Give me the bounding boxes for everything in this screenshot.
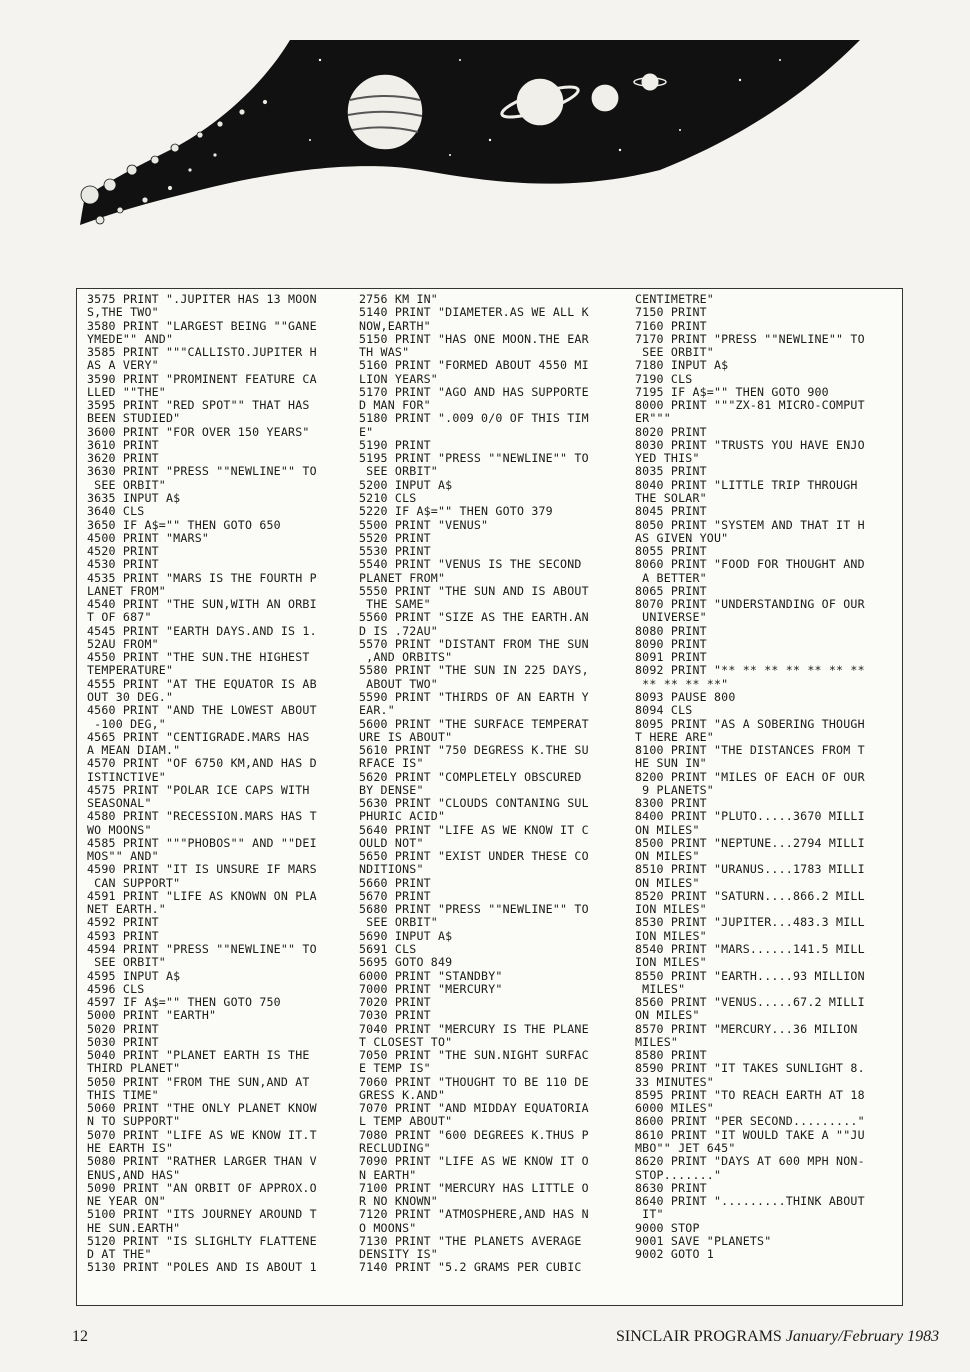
code-line: 8090 PRINT (635, 636, 707, 651)
code-line: 5000 PRINT "EARTH" (87, 1008, 217, 1023)
code-line: 5691 CLS (359, 942, 417, 957)
code-line: NET EARTH." (87, 902, 166, 917)
code-line: 3585 PRINT """CALLISTO.JUPITER H (87, 345, 317, 360)
code-line: N TO SUPPORT" (87, 1114, 181, 1129)
code-line: 3650 IF A$="" THEN GOTO 650 (87, 517, 281, 532)
code-line: 5140 PRINT "DIAMETER.AS WE ALL K (359, 305, 589, 320)
code-line: PLANET FROM" (359, 570, 446, 585)
code-line: 5150 PRINT "HAS ONE MOON.THE EAR (359, 331, 589, 346)
code-line: 8065 PRINT (635, 583, 707, 598)
footer-title (616, 1328, 939, 1346)
code-line: 8100 PRINT "THE DISTANCES FROM T (635, 743, 865, 758)
code-line: SEE ORBIT" (359, 915, 438, 930)
listing-column-1 (87, 293, 317, 1275)
code-line: 7080 PRINT "600 DEGREES K.THUS P (359, 1127, 589, 1142)
code-line: 5540 PRINT "VENUS IS THE SECOND (359, 557, 582, 572)
code-line: 4592 PRINT (87, 915, 159, 930)
code-line: 9001 SAVE "PLANETS" (635, 1233, 772, 1248)
code-line: STOP......." (635, 1167, 722, 1182)
code-line: 6000 MILES" (635, 1101, 714, 1116)
code-line: 4594 PRINT "PRESS ""NEWLINE"" TO (87, 942, 317, 957)
code-line: 8300 PRINT (635, 796, 707, 811)
code-line: -100 DEG," (87, 716, 166, 731)
code-line: A MEAN DIAM." (87, 743, 181, 758)
code-line: NDITIONS" (359, 862, 424, 877)
code-line: 7130 PRINT "THE PLANETS AVERAGE (359, 1233, 582, 1248)
code-line: 5030 PRINT (87, 1034, 159, 1049)
code-line: 4530 PRINT (87, 557, 159, 572)
code-line: ON MILES" (635, 875, 700, 890)
code-line: URE IS ABOUT" (359, 729, 453, 744)
code-line: 52AU FROM" (87, 636, 159, 651)
code-line: 8094 CLS (635, 703, 693, 718)
code-line: 3595 PRINT "RED SPOT"" THAT HAS (87, 398, 310, 413)
code-line: 5200 INPUT A$ (359, 477, 453, 492)
code-line: E TEMP IS" (359, 1061, 431, 1076)
code-line: AS GIVEN YOU" (635, 530, 729, 545)
code-line: 3575 PRINT ".JUPITER HAS 13 MOON (87, 292, 317, 306)
code-line: 5090 PRINT "AN ORBIT OF APPROX.O (87, 1180, 317, 1195)
code-line: SEE ORBIT" (359, 464, 438, 479)
code-line: 5560 PRINT "SIZE AS THE EARTH.AN (359, 610, 589, 625)
code-line: 7140 PRINT "5.2 GRAMS PER CUBIC (359, 1260, 582, 1275)
code-line: ENUS,AND HAS" (87, 1167, 181, 1182)
code-line: 8060 PRINT "FOOD FOR THOUGHT AND (635, 557, 865, 572)
code-line: ISTINCTIVE" (87, 769, 166, 784)
code-line: 7120 PRINT "ATMOSPHERE,AND HAS N (359, 1207, 589, 1222)
code-line: THE SOLAR" (635, 490, 707, 505)
code-line: 8055 PRINT (635, 544, 707, 559)
code-line: 7100 PRINT "MERCURY HAS LITTLE O (359, 1180, 589, 1195)
code-line: 5520 PRINT (359, 530, 431, 545)
code-line: YED THIS" (635, 451, 700, 466)
code-line: S,THE TWO" (87, 305, 159, 320)
code-line: AS A VERY" (87, 358, 159, 373)
code-line: O MOONS" (359, 1220, 417, 1235)
code-line: ION MILES" (635, 955, 707, 970)
code-line: 6000 PRINT "STANDBY" (359, 968, 503, 983)
code-line: 4545 PRINT "EARTH DAYS.AND IS 1. (87, 623, 317, 638)
code-line: D IS .72AU" (359, 623, 438, 638)
program-listing (76, 288, 903, 1306)
code-line: 8095 PRINT "AS A SOBERING THOUGH (635, 716, 865, 731)
code-line: 7040 PRINT "MERCURY IS THE PLANE (359, 1021, 589, 1036)
code-line: 3635 INPUT A$ (87, 490, 181, 505)
code-line: 5080 PRINT "RATHER LARGER THAN V (87, 1154, 317, 1169)
code-line: L TEMP ABOUT" (359, 1114, 453, 1129)
code-line: 9002 GOTO 1 (635, 1247, 714, 1262)
code-line: 8640 PRINT ".........THINK ABOUT (635, 1194, 865, 1209)
code-line: 8590 PRINT "IT TAKES SUNLIGHT 8. (635, 1061, 865, 1076)
code-line: T OF 687" (87, 610, 152, 625)
space-illustration (60, 20, 890, 270)
code-line: E" (359, 424, 374, 439)
code-line: ON MILES" (635, 822, 700, 837)
code-line: SEE ORBIT" (635, 345, 714, 360)
code-line: 8040 PRINT "LITTLE TRIP THROUGH (635, 477, 858, 492)
code-line: 8610 PRINT "IT WOULD TAKE A ""JU (635, 1127, 865, 1142)
code-line: 8400 PRINT "PLUTO.....3670 MILLI (635, 809, 865, 824)
code-line: 5660 PRINT (359, 875, 431, 890)
code-line: MOS"" AND" (87, 849, 159, 864)
code-line: 5640 PRINT "LIFE AS WE KNOW IT C (359, 822, 589, 837)
code-line: 4590 PRINT "IT IS UNSURE IF MARS (87, 862, 317, 877)
code-line: 8580 PRINT (635, 1048, 707, 1063)
code-line: YMEDE"" AND" (87, 331, 174, 346)
code-line: THIRD PLANET" (87, 1061, 181, 1076)
code-line: SEE ORBIT" (87, 955, 166, 970)
code-line: 7070 PRINT "AND MIDDAY EQUATORIA (359, 1101, 589, 1116)
code-line: 5550 PRINT "THE SUN AND IS ABOUT (359, 583, 589, 598)
code-line: HE SUN.EARTH" (87, 1220, 181, 1235)
code-line: DENSITY IS" (359, 1247, 438, 1262)
code-line: 8600 PRINT "PER SECOND........." (635, 1114, 865, 1129)
code-line: R NO KNOWN" (359, 1194, 438, 1209)
code-line: 4585 PRINT """PHOBOS"" AND ""DEI (87, 835, 317, 850)
code-line: 8540 PRINT "MARS......141.5 MILL (635, 942, 865, 957)
code-line: MILES" (635, 981, 686, 996)
code-line: MBO"" JET 645" (635, 1141, 736, 1155)
code-line: 3580 PRINT "LARGEST BEING ""GANE (87, 318, 317, 333)
code-line: 3630 PRINT "PRESS ""NEWLINE"" TO (87, 464, 317, 479)
code-line: WO MOONS" (87, 822, 152, 837)
code-line: 8070 PRINT "UNDERSTANDING OF OUR (635, 597, 865, 612)
code-line: CENTIMETRE" (635, 292, 714, 306)
code-line: 4555 PRINT "AT THE EQUATOR IS AB (87, 676, 317, 691)
code-line: 4560 PRINT "AND THE LOWEST ABOUT (87, 703, 317, 718)
code-line: RECLUDING" (359, 1141, 431, 1155)
issue-date: January/February 1983 (785, 1328, 940, 1345)
code-line: 3600 PRINT "FOR OVER 150 YEARS" (87, 424, 310, 439)
code-line: 5020 PRINT (87, 1021, 159, 1036)
code-line: 8560 PRINT "VENUS.....67.2 MILLI (635, 995, 865, 1010)
code-line: NOW,EARTH" (359, 318, 431, 333)
code-line: NE YEAR ON" (87, 1194, 166, 1209)
code-line: 8000 PRINT """ZX-81 MICRO-COMPUT (635, 398, 865, 413)
code-line: GRESS K.AND" (359, 1087, 446, 1102)
code-line: 7170 PRINT "PRESS ""NEWLINE"" TO (635, 331, 865, 346)
code-line: 8091 PRINT (635, 650, 707, 665)
listing-column-3 (635, 293, 865, 1261)
code-line: BY DENSE" (359, 782, 424, 797)
code-line: 5500 PRINT "VENUS" (359, 517, 489, 532)
code-line: 3620 PRINT (87, 451, 159, 466)
code-line: 5170 PRINT "AGO AND HAS SUPPORTE (359, 384, 589, 399)
code-line: T CLOSEST TO" (359, 1034, 453, 1049)
code-line: D MAN FOR" (359, 398, 431, 413)
code-line: 5650 PRINT "EXIST UNDER THESE CO (359, 849, 589, 864)
code-line: 8570 PRINT "MERCURY...36 MILION (635, 1021, 858, 1036)
code-line: 4550 PRINT "THE SUN.THE HIGHEST (87, 650, 310, 665)
code-line: 8093 PAUSE 800 (635, 689, 736, 704)
code-line: ON MILES" (635, 849, 700, 864)
code-line: 4565 PRINT "CENTIGRADE.MARS HAS (87, 729, 310, 744)
code-line: 7090 PRINT "LIFE AS WE KNOW IT O (359, 1154, 589, 1169)
code-line: 3640 CLS (87, 504, 145, 519)
code-line: 5590 PRINT "THIRDS OF AN EARTH Y (359, 689, 589, 704)
code-line: 5610 PRINT "750 DEGRESS K.THE SU (359, 743, 589, 758)
code-line: 5060 PRINT "THE ONLY PLANET KNOW (87, 1101, 317, 1116)
code-line: TEMPERATURE" (87, 663, 174, 678)
code-line: 8630 PRINT (635, 1180, 707, 1195)
code-line: 7020 PRINT (359, 995, 431, 1010)
code-line: 4535 PRINT "MARS IS THE FOURTH P (87, 570, 317, 585)
code-line: HE SUN IN" (635, 756, 707, 771)
code-line: 9000 STOP (635, 1220, 700, 1235)
code-line: ,AND ORBITS" (359, 650, 453, 665)
code-line: ION MILES" (635, 928, 707, 943)
code-line: CAN SUPPORT" (87, 875, 181, 890)
code-line: 5580 PRINT "THE SUN IN 225 DAYS, (359, 663, 589, 678)
code-line: 7030 PRINT (359, 1008, 431, 1023)
code-line: 7150 PRINT (635, 305, 707, 320)
code-line: 8520 PRINT "SATURN....866.2 MILL (635, 888, 865, 903)
code-line: 4500 PRINT "MARS" (87, 530, 210, 545)
code-line: 5600 PRINT "THE SURFACE TEMPERAT (359, 716, 589, 731)
code-line: N EARTH" (359, 1167, 417, 1182)
code-line: OULD NOT" (359, 835, 424, 850)
code-line: 5100 PRINT "ITS JOURNEY AROUND T (87, 1207, 317, 1222)
page-number: 12 (72, 1328, 88, 1345)
code-line: 5530 PRINT (359, 544, 431, 559)
code-line: 5160 PRINT "FORMED ABOUT 4550 MI (359, 358, 589, 373)
code-line: RFACE IS" (359, 756, 424, 771)
code-line: 8035 PRINT (635, 464, 707, 479)
code-line: MILES" (635, 1034, 679, 1049)
code-line: 7000 PRINT "MERCURY" (359, 981, 503, 996)
code-line: 8030 PRINT "TRUSTS YOU HAVE ENJO (635, 437, 865, 452)
code-line: 5180 PRINT ".009 0/0 OF THIS TIM (359, 411, 589, 426)
code-line: 5130 PRINT "POLES AND IS ABOUT 1 (87, 1260, 317, 1275)
code-line: HE EARTH IS" (87, 1141, 174, 1155)
code-line: SEASONAL" (87, 796, 152, 811)
code-line: 5050 PRINT "FROM THE SUN,AND AT (87, 1074, 310, 1089)
code-line: 8045 PRINT (635, 504, 707, 519)
code-line: PHURIC ACID" (359, 809, 446, 824)
code-line: D AT THE" (87, 1247, 152, 1262)
code-line: 5070 PRINT "LIFE AS WE KNOW IT.T (87, 1127, 317, 1142)
code-line: 7160 PRINT (635, 318, 707, 333)
code-line: ION MILES" (635, 902, 707, 917)
code-line: 4591 PRINT "LIFE AS KNOWN ON PLA (87, 888, 317, 903)
code-line: 4597 IF A$="" THEN GOTO 750 (87, 995, 281, 1010)
code-line: IT" (635, 1207, 664, 1222)
code-line: 5210 CLS (359, 490, 417, 505)
code-line: 5670 PRINT (359, 888, 431, 903)
code-line: 5695 GOTO 849 (359, 955, 453, 970)
code-line: 4575 PRINT "POLAR ICE CAPS WITH (87, 782, 310, 797)
code-line: 8620 PRINT "DAYS AT 600 MPH NON- (635, 1154, 865, 1169)
code-line: 8500 PRINT "NEPTUNE...2794 MILLI (635, 835, 865, 850)
code-line: 7060 PRINT "THOUGHT TO BE 110 DE (359, 1074, 589, 1089)
code-line: T HERE ARE" (635, 729, 714, 744)
code-line: 5040 PRINT "PLANET EARTH IS THE (87, 1048, 310, 1063)
code-line: 8595 PRINT "TO REACH EARTH AT 18 (635, 1087, 865, 1102)
code-line: 5690 INPUT A$ (359, 928, 453, 943)
magazine-name: SINCLAIR PROGRAMS (616, 1328, 782, 1345)
code-line: TH WAS" (359, 345, 410, 360)
code-line: ER""" (635, 411, 671, 426)
code-line: 8530 PRINT "JUPITER...483.3 MILL (635, 915, 865, 930)
code-line: 4520 PRINT (87, 544, 159, 559)
code-line: 5120 PRINT "IS SLIGHLTY FLATTENE (87, 1233, 317, 1248)
code-line: 5220 IF A$="" THEN GOTO 379 (359, 504, 553, 519)
code-line: 4570 PRINT "OF 6750 KM,AND HAS D (87, 756, 317, 771)
code-line: SEE ORBIT" (87, 477, 166, 492)
code-line: 8200 PRINT "MILES OF EACH OF OUR (635, 769, 865, 784)
code-line: 4596 CLS (87, 981, 145, 996)
code-line: THIS TIME" (87, 1087, 159, 1102)
code-line: THE SAME" (359, 597, 431, 612)
code-line: UNIVERSE" (635, 610, 707, 625)
code-line: 4595 INPUT A$ (87, 968, 181, 983)
code-line: 3610 PRINT (87, 437, 159, 452)
code-line: 8050 PRINT "SYSTEM AND THAT IT H (635, 517, 865, 532)
code-line: 8020 PRINT (635, 424, 707, 439)
code-line: 7190 CLS (635, 371, 693, 386)
code-line: 8510 PRINT "URANUS....1783 MILLI (635, 862, 865, 877)
code-line: 5570 PRINT "DISTANT FROM THE SUN (359, 636, 589, 651)
code-line: 4593 PRINT (87, 928, 159, 943)
code-line: ON MILES" (635, 1008, 700, 1023)
code-line: 8550 PRINT "EARTH.....93 MILLION (635, 968, 865, 983)
code-line: LION YEARS" (359, 371, 438, 386)
code-line: LANET FROM" (87, 583, 166, 598)
code-line: LLED ""THE" (87, 384, 166, 399)
code-line: 4580 PRINT "RECESSION.MARS HAS T (87, 809, 317, 824)
code-line: 2756 KM IN" (359, 292, 438, 306)
code-line: BEEN STUDIED" (87, 411, 181, 426)
code-line: 8092 PRINT "** ** ** ** ** ** ** (635, 663, 865, 678)
code-line: 33 MINUTES" (635, 1074, 714, 1089)
code-line: 4540 PRINT "THE SUN,WITH AN ORBI (87, 597, 317, 612)
listing-column-2 (359, 293, 589, 1275)
code-line: 7195 IF A$="" THEN GOTO 900 (635, 384, 829, 399)
code-line: ABOUT TWO" (359, 676, 438, 691)
code-line: 3590 PRINT "PROMINENT FEATURE CA (87, 371, 317, 386)
code-line: OUT 30 DEG." (87, 689, 174, 704)
code-line: 5190 PRINT (359, 437, 431, 452)
code-line: 9 PLANETS" (635, 782, 714, 797)
code-line: 5630 PRINT "CLOUDS CONTANING SUL (359, 796, 589, 811)
code-line: 7180 INPUT A$ (635, 358, 729, 373)
code-line: 5620 PRINT "COMPLETELY OBSCURED (359, 769, 582, 784)
code-line: 5195 PRINT "PRESS ""NEWLINE"" TO (359, 451, 589, 466)
code-line: EAR." (359, 703, 395, 718)
code-line: 7050 PRINT "THE SUN.NIGHT SURFAC (359, 1048, 589, 1063)
code-line: A BETTER" (635, 570, 707, 585)
code-line: 8080 PRINT (635, 623, 707, 638)
code-line: 5680 PRINT "PRESS ""NEWLINE"" TO (359, 902, 589, 917)
code-line: ** ** ** **" (635, 676, 729, 691)
